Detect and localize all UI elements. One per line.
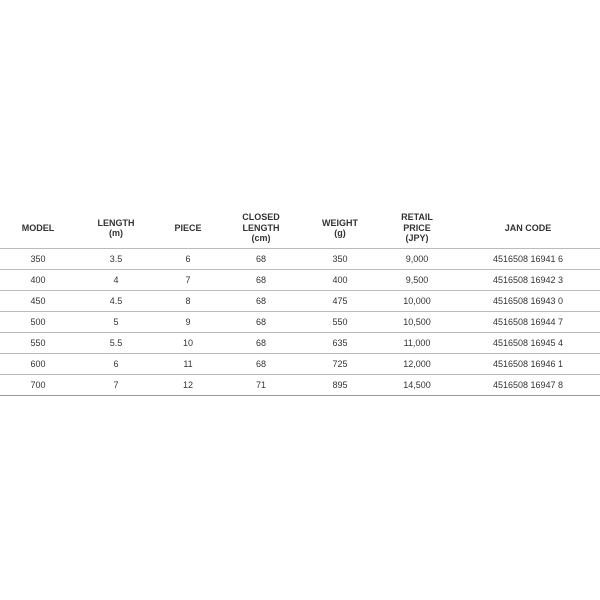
cell-jan-code: 4516508 16943 0	[456, 291, 600, 312]
cell-jan-code: 4516508 16946 1	[456, 354, 600, 375]
table-row	[0, 354, 600, 375]
header-weight: WEIGHT (g)	[302, 208, 378, 249]
table-row	[0, 312, 600, 333]
cell-jan-code: 4516508 16947 8	[456, 375, 600, 396]
cell-closed-length: 68	[220, 354, 302, 375]
cell-piece: 12	[156, 375, 220, 396]
cell-length: 5.5	[76, 333, 156, 354]
cell-model: 350	[0, 249, 76, 270]
cell-weight: 895	[302, 375, 378, 396]
cell-retail-price: 12,000	[378, 354, 456, 375]
cell-retail-price: 11,000	[378, 333, 456, 354]
cell-retail-price: 9,000	[378, 249, 456, 270]
cell-piece: 7	[156, 270, 220, 291]
cell-retail-price: 10,000	[378, 291, 456, 312]
cell-closed-length: 68	[220, 270, 302, 291]
header-model: MODEL	[0, 208, 76, 249]
cell-closed-length: 68	[220, 312, 302, 333]
header-piece: PIECE	[156, 208, 220, 249]
cell-length: 4.5	[76, 291, 156, 312]
cell-piece: 9	[156, 312, 220, 333]
cell-length: 4	[76, 270, 156, 291]
cell-retail-price: 9,500	[378, 270, 456, 291]
cell-weight: 350	[302, 249, 378, 270]
cell-length: 6	[76, 354, 156, 375]
cell-retail-price: 14,500	[378, 375, 456, 396]
cell-model: 500	[0, 312, 76, 333]
cell-jan-code: 4516508 16942 3	[456, 270, 600, 291]
cell-jan-code: 4516508 16944 7	[456, 312, 600, 333]
cell-closed-length: 68	[220, 333, 302, 354]
cell-jan-code: 4516508 16941 6	[456, 249, 600, 270]
table-row	[0, 270, 600, 291]
cell-length: 7	[76, 375, 156, 396]
header-jan-code: JAN CODE	[456, 208, 600, 249]
cell-retail-price: 10,500	[378, 312, 456, 333]
spec-table	[0, 208, 600, 396]
cell-length: 3.5	[76, 249, 156, 270]
cell-model: 450	[0, 291, 76, 312]
header-closed-length: CLOSED LENGTH (cm)	[220, 208, 302, 249]
table-row	[0, 291, 600, 312]
table-row	[0, 333, 600, 354]
cell-model: 400	[0, 270, 76, 291]
table-row	[0, 375, 600, 396]
cell-weight: 550	[302, 312, 378, 333]
cell-piece: 11	[156, 354, 220, 375]
cell-piece: 8	[156, 291, 220, 312]
table-row	[0, 249, 600, 270]
cell-length: 5	[76, 312, 156, 333]
cell-model: 600	[0, 354, 76, 375]
cell-closed-length: 68	[220, 249, 302, 270]
header-retail-price: RETAIL PRICE (JPY)	[378, 208, 456, 249]
header-length: LENGTH (m)	[76, 208, 156, 249]
cell-weight: 475	[302, 291, 378, 312]
cell-weight: 635	[302, 333, 378, 354]
cell-model: 550	[0, 333, 76, 354]
cell-jan-code: 4516508 16945 4	[456, 333, 600, 354]
header-row	[0, 208, 600, 249]
cell-piece: 6	[156, 249, 220, 270]
cell-weight: 725	[302, 354, 378, 375]
cell-closed-length: 68	[220, 291, 302, 312]
cell-piece: 10	[156, 333, 220, 354]
cell-closed-length: 71	[220, 375, 302, 396]
cell-weight: 400	[302, 270, 378, 291]
cell-model: 700	[0, 375, 76, 396]
